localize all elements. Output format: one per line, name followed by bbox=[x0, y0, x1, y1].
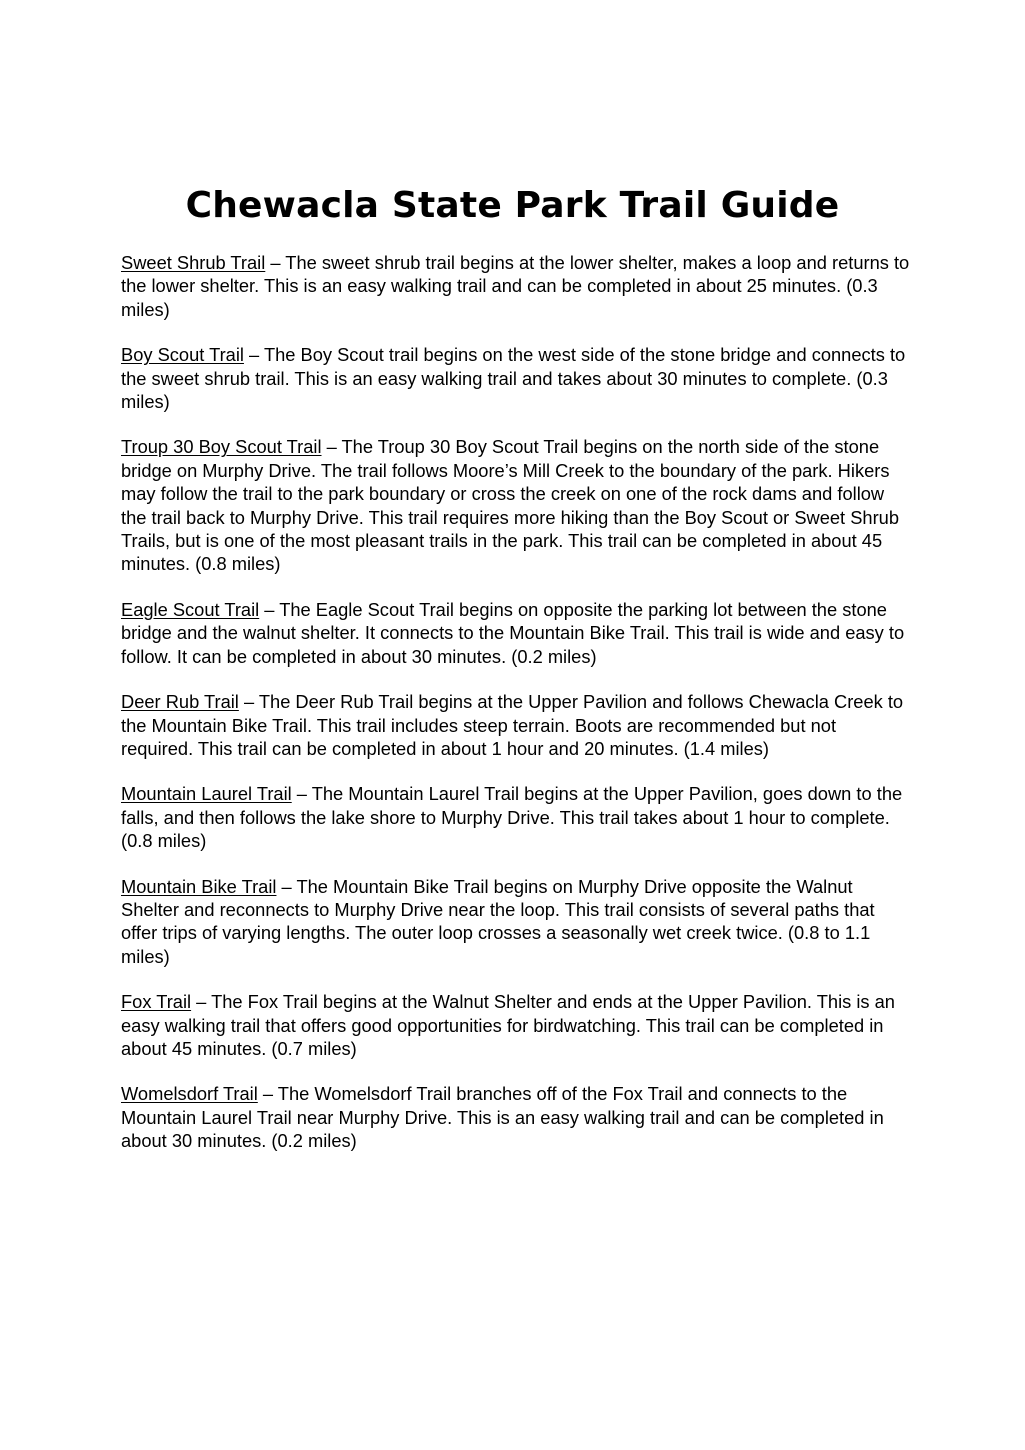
trail-name: Sweet Shrub Trail bbox=[121, 252, 266, 273]
trail-name: Womelsdorf Trail bbox=[121, 1083, 258, 1105]
trail-name: Mountain Bike Trail bbox=[121, 875, 277, 897]
trail-description: – The sweet shrub trail begins at the lower shelter, makes a loop and returns to the lower shelter. This is an easy walking trail and can be completed in about 25 minutes. (0.3 miles) bbox=[121, 252, 910, 320]
trail-description: – The Boy Scout trail begins on the west side of the stone bridge and connects to the sweet shrub trail. This is an easy walking trail and takes about 30 minutes to complete. (0.3 miles) bbox=[121, 344, 906, 413]
trail-entry bbox=[121, 690, 911, 760]
trail-list bbox=[121, 251, 911, 1175]
trail-entry bbox=[121, 1082, 911, 1152]
trail-name: Deer Rub Trail bbox=[121, 691, 239, 713]
trail-description: – The Mountain Laurel Trail begins at the Upper Pavilion, goes down to the falls, and then follows the lake shore to Murphy Drive. This trail takes about 1 hour to complete. (0.8 miles) bbox=[121, 783, 903, 852]
trail-description: – The Deer Rub Trail begins at the Upper Pavilion and follows Chewacla Creek to the Mountain Bike Trail. This trail includes steep terrain. Boots are recommended but not required. This trail can be completed in about 1 hour and 20 minutes. (1.4 miles) bbox=[121, 691, 904, 759]
trail-name: Boy Scout Trail bbox=[121, 344, 244, 366]
trail-name: Troup 30 Boy Scout Trail bbox=[121, 436, 322, 458]
page-title: Chewacla State Park Trail Guide bbox=[185, 185, 840, 226]
trail-description: – The Troup 30 Boy Scout Trail begins on the north side of the stone bridge on Murphy Drive. The trail follows Moore’s Mill Creek to the boundary of the park. Hikers may follow the trail to the park boundary or cross the creek on one of the rock dams and follow the trail back to Murphy Drive. This trail requires more hiking than the Boy Scout or Sweet Shrub Trails, but is one of the most pleasant trails in the park. This trail can be completed in about 45 minutes. (0.8 miles) bbox=[121, 436, 899, 575]
trail-description: – The Fox Trail begins at the Walnut Shelter and ends at the Upper Pavilion. This is an easy walking trail that offers good opportunities for birdwatching. This trail can be completed in about 45 minutes. (0.7 miles) bbox=[121, 991, 895, 1059]
trail-entry bbox=[121, 251, 911, 321]
trail-description: – The Womelsdorf Trail branches off of the Fox Trail and connects to the Mountain Laurel Trail near Murphy Drive. This is an easy walking trail and can be completed in about 30 minutes. (0.2 miles) bbox=[121, 1083, 884, 1152]
trail-name: Fox Trail bbox=[121, 991, 192, 1013]
trail-entry bbox=[121, 875, 911, 969]
trail-entry bbox=[121, 598, 911, 668]
trail-entry bbox=[121, 343, 911, 413]
trail-entry bbox=[121, 782, 911, 852]
trail-name: Mountain Laurel Trail bbox=[121, 783, 292, 805]
trail-description: – The Mountain Bike Trail begins on Murphy Drive opposite the Walnut Shelter and reconnects to Murphy Drive near the loop. This trail consists of several paths that offer trips of varying lengths. The outer loop crosses a seasonally wet creek twice. (0.8 to 1.1 miles) bbox=[121, 875, 875, 967]
trail-name: Eagle Scout Trail bbox=[121, 598, 260, 620]
trail-entry bbox=[121, 990, 911, 1060]
trail-description: – The Eagle Scout Trail begins on opposite the parking lot between the stone bridge and the walnut shelter. It connects to the Mountain Bike Trail. This trail is wide and easy to follow. It can be completed in about 30 minutes. (0.2 miles) bbox=[121, 598, 905, 667]
trail-entry bbox=[121, 435, 911, 575]
